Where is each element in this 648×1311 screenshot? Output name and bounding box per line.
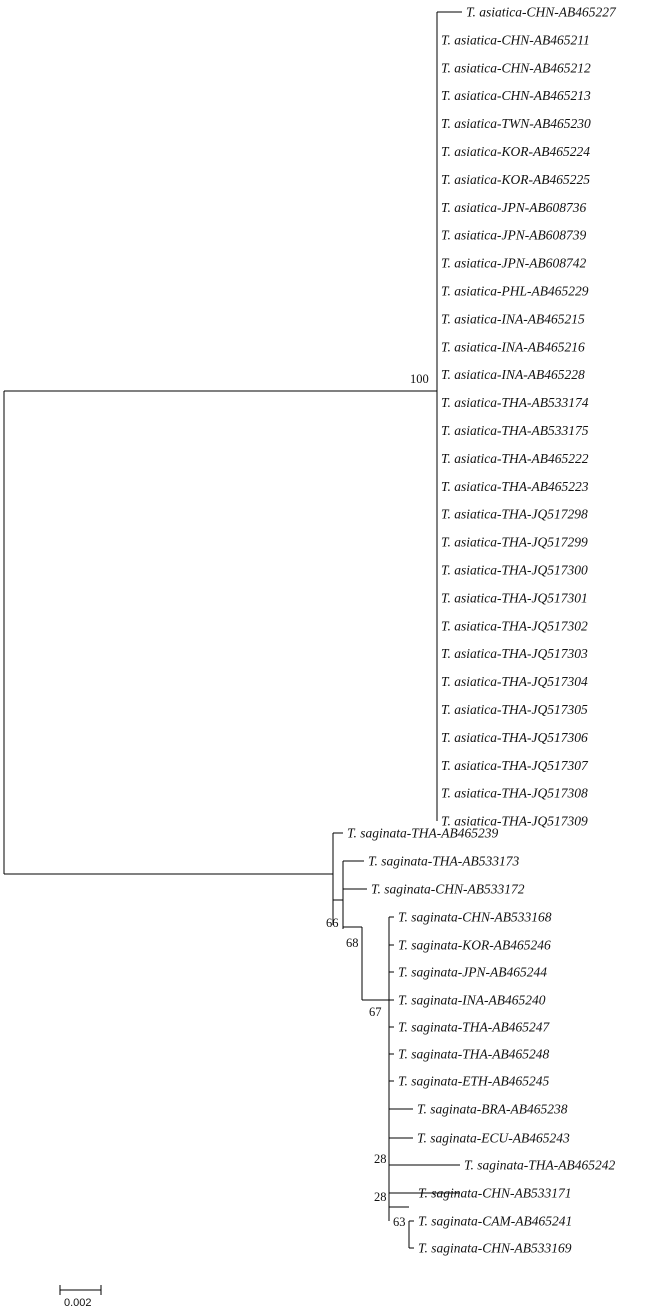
taxon-label-a29 bbox=[441, 786, 588, 801]
bootstrap-saginata-node-28a: 28 bbox=[374, 1152, 387, 1166]
taxon-accession: -THA-AB465223 bbox=[497, 478, 589, 494]
taxon-accession: -KOR-AB465225 bbox=[497, 171, 590, 187]
taxon-label-a27 bbox=[441, 730, 588, 745]
taxon-label-a24 bbox=[441, 646, 588, 661]
taxon-species: T. asiatica bbox=[441, 339, 498, 355]
taxon-species: T. saginata bbox=[398, 1046, 458, 1062]
taxon-label-a25 bbox=[441, 674, 588, 689]
taxon-label-s8 bbox=[398, 1020, 551, 1035]
taxon-label-a12 bbox=[441, 311, 585, 326]
taxon-species: T. asiatica bbox=[441, 116, 498, 132]
taxon-accession: -CHN-AB533169 bbox=[477, 1240, 572, 1256]
taxon-label-a13 bbox=[441, 339, 585, 354]
taxon-species: T. asiatica bbox=[441, 367, 498, 383]
taxon-accession: -KOR-AB465246 bbox=[457, 937, 551, 953]
bootstrap-saginata-node-66: 66 bbox=[326, 916, 339, 930]
taxon-accession: -THA-JQ517309 bbox=[497, 813, 588, 829]
taxon-species: T. saginata bbox=[464, 1157, 524, 1173]
taxon-label-s10 bbox=[398, 1074, 550, 1089]
taxon-label-s13 bbox=[464, 1158, 616, 1173]
taxon-species: T. saginata bbox=[418, 1213, 478, 1229]
taxon-accession: -CHN-AB465212 bbox=[497, 60, 591, 76]
taxon-species: T. asiatica bbox=[441, 423, 498, 438]
taxon-label-a16 bbox=[441, 423, 589, 438]
taxon-species: T. asiatica bbox=[441, 618, 498, 634]
taxon-species: T. saginata bbox=[398, 964, 458, 980]
taxon-accession: -TWN-AB465230 bbox=[497, 116, 591, 132]
taxon-accession: -JPN-AB608739 bbox=[497, 227, 587, 243]
taxon-label-a2 bbox=[441, 32, 590, 47]
taxon-species: T. asiatica bbox=[441, 785, 498, 801]
taxon-species: T. saginata bbox=[371, 881, 431, 897]
taxon-label-a6 bbox=[441, 144, 590, 159]
bootstrap-asiatica-clade: 100 bbox=[410, 372, 429, 386]
taxon-label-a5 bbox=[441, 116, 591, 131]
taxon-accession: -CHN-AB533171 bbox=[477, 1185, 572, 1201]
taxon-label-a4 bbox=[441, 88, 591, 103]
taxon-accession: -THA-JQ517298 bbox=[497, 506, 588, 522]
taxon-label-s12 bbox=[417, 1131, 570, 1146]
taxon-species: T. asiatica bbox=[441, 88, 498, 104]
taxon-accession: -INA-AB465228 bbox=[497, 367, 585, 383]
taxon-label-s15 bbox=[418, 1214, 572, 1229]
taxon-accession: -INA-AB465240 bbox=[457, 992, 546, 1008]
taxon-accession: -PHL-AB465229 bbox=[497, 283, 589, 299]
taxon-accession: -INA-AB465215 bbox=[497, 311, 585, 327]
taxon-accession: -THA-JQ517299 bbox=[497, 534, 588, 550]
taxon-species: T. saginata bbox=[417, 1130, 477, 1146]
taxon-accession: -THA-JQ517305 bbox=[497, 702, 588, 717]
taxon-species: T. saginata bbox=[418, 1185, 478, 1201]
taxon-species: T. asiatica bbox=[441, 395, 498, 411]
taxon-species: T. asiatica bbox=[441, 32, 498, 48]
taxon-species: T. asiatica bbox=[441, 590, 498, 606]
taxon-accession: -CHN-AB533168 bbox=[457, 909, 552, 925]
taxon-accession: -CHN-AB533172 bbox=[430, 881, 525, 897]
taxon-label-a10 bbox=[441, 256, 586, 271]
taxon-label-s9 bbox=[398, 1047, 550, 1062]
taxon-species: T. saginata bbox=[398, 937, 458, 953]
taxon-species: T. asiatica bbox=[441, 646, 498, 662]
taxon-species: T. saginata bbox=[368, 853, 428, 869]
taxon-accession: -THA-AB465239 bbox=[406, 825, 499, 841]
taxon-accession: -KOR-AB465224 bbox=[497, 144, 590, 159]
taxon-species: T. saginata bbox=[398, 992, 458, 1008]
taxon-species: T. asiatica bbox=[441, 506, 498, 522]
taxon-label-s14 bbox=[418, 1186, 572, 1201]
taxon-label-s7 bbox=[398, 993, 546, 1008]
taxon-species: T. asiatica bbox=[441, 60, 498, 76]
taxon-accession: -THA-JQ517307 bbox=[497, 757, 588, 773]
taxon-label-a3 bbox=[441, 60, 591, 75]
taxon-accession: -JPN-AB608736 bbox=[497, 199, 587, 215]
taxon-accession: -ETH-AB465245 bbox=[457, 1073, 550, 1089]
taxon-label-a7 bbox=[441, 172, 590, 187]
taxon-species: T. saginata bbox=[417, 1101, 477, 1117]
bootstrap-saginata-node-63: 63 bbox=[393, 1215, 406, 1229]
taxon-accession: -CHN-AB465213 bbox=[497, 88, 591, 104]
taxon-label-a18 bbox=[441, 479, 589, 494]
taxon-label-a23 bbox=[441, 618, 588, 633]
taxon-accession: -THA-AB465248 bbox=[457, 1046, 550, 1062]
taxon-species: T. asiatica bbox=[441, 702, 498, 717]
taxon-label-a21 bbox=[441, 563, 588, 578]
taxon-species: T. asiatica bbox=[441, 227, 498, 243]
taxon-species: T. asiatica bbox=[441, 674, 498, 690]
scale-bar-label: 0.002 bbox=[64, 1297, 92, 1309]
taxon-species: T. asiatica bbox=[441, 199, 498, 215]
bootstrap-saginata-node-28b: 28 bbox=[374, 1190, 387, 1204]
taxon-accession: -THA-AB465222 bbox=[497, 450, 589, 466]
taxon-label-s3 bbox=[371, 882, 525, 897]
taxon-species: T. saginata bbox=[347, 825, 407, 841]
scale-bar bbox=[60, 1285, 101, 1309]
taxon-accession: -THA-AB533173 bbox=[427, 853, 520, 869]
taxon-label-s6 bbox=[398, 965, 547, 980]
taxon-species: T. asiatica bbox=[441, 813, 498, 829]
taxon-accession: -CHN-AB465227 bbox=[522, 4, 616, 20]
taxon-label-s4 bbox=[398, 910, 552, 925]
taxon-label-a14 bbox=[441, 367, 585, 382]
taxon-species: T. asiatica bbox=[441, 144, 498, 159]
taxon-accession: -THA-AB465242 bbox=[523, 1157, 616, 1173]
taxon-labels bbox=[347, 5, 617, 1256]
taxon-accession: -THA-AB533174 bbox=[497, 395, 589, 411]
taxon-species: T. saginata bbox=[398, 1019, 458, 1035]
taxon-label-a26 bbox=[441, 702, 588, 717]
taxon-accession: -CAM-AB465241 bbox=[477, 1213, 573, 1229]
taxon-label-a17 bbox=[441, 451, 589, 466]
taxon-species: T. saginata bbox=[398, 909, 458, 925]
bootstrap-values bbox=[326, 372, 429, 1229]
taxon-accession: -THA-JQ517300 bbox=[497, 562, 588, 578]
taxon-label-a19 bbox=[441, 507, 588, 522]
taxon-species: T. asiatica bbox=[466, 4, 523, 20]
taxon-species: T. asiatica bbox=[441, 311, 498, 327]
taxon-accession: -THA-JQ517301 bbox=[497, 590, 588, 606]
taxon-label-s2 bbox=[368, 854, 520, 869]
taxon-label-a9 bbox=[441, 228, 586, 243]
taxon-accession: -ECU-AB465243 bbox=[476, 1130, 570, 1146]
taxon-species: T. asiatica bbox=[441, 534, 498, 550]
taxon-species: T. saginata bbox=[418, 1240, 478, 1256]
taxon-label-a20 bbox=[441, 535, 588, 550]
taxon-accession: -JPN-AB608742 bbox=[497, 255, 587, 271]
taxon-label-a28 bbox=[441, 758, 589, 773]
taxon-accession: -THA-AB533175 bbox=[497, 423, 589, 438]
taxon-accession: -THA-AB465247 bbox=[457, 1019, 550, 1035]
taxon-accession: -THA-JQ517304 bbox=[497, 674, 588, 690]
taxon-species: T. asiatica bbox=[441, 255, 498, 271]
taxon-species: T. asiatica bbox=[441, 562, 498, 578]
taxon-species: T. asiatica bbox=[441, 171, 498, 187]
taxon-accession: -JPN-AB465244 bbox=[457, 964, 547, 980]
taxon-species: T. asiatica bbox=[441, 729, 498, 745]
tree-branches bbox=[4, 12, 462, 1248]
taxon-accession: -THA-JQ517308 bbox=[497, 785, 588, 801]
taxon-label-a1 bbox=[466, 5, 617, 20]
taxon-label-s1 bbox=[347, 826, 499, 841]
bootstrap-saginata-node-67: 67 bbox=[369, 1005, 382, 1019]
taxon-label-s16 bbox=[418, 1241, 572, 1256]
taxon-species: T. asiatica bbox=[441, 450, 498, 466]
taxon-accession: -THA-JQ517306 bbox=[497, 729, 588, 745]
taxon-label-s11 bbox=[417, 1102, 568, 1117]
taxon-accession: -INA-AB465216 bbox=[497, 339, 585, 355]
taxon-species: T. asiatica bbox=[441, 283, 498, 299]
taxon-label-a11 bbox=[441, 284, 589, 299]
taxon-accession: -CHN-AB465211 bbox=[497, 32, 590, 48]
taxon-label-a15 bbox=[441, 395, 589, 410]
taxon-accession: -THA-JQ517302 bbox=[497, 618, 588, 634]
taxon-label-a8 bbox=[441, 200, 586, 215]
taxon-accession: -THA-JQ517303 bbox=[497, 646, 588, 662]
taxon-species: T. asiatica bbox=[441, 478, 498, 494]
taxon-label-s5 bbox=[398, 938, 551, 953]
taxon-species: T. saginata bbox=[398, 1073, 458, 1089]
taxon-accession: -BRA-AB465238 bbox=[476, 1101, 568, 1117]
bootstrap-saginata-node-68: 68 bbox=[346, 936, 359, 950]
taxon-species: T. asiatica bbox=[441, 757, 498, 773]
taxon-label-a22 bbox=[441, 590, 588, 605]
